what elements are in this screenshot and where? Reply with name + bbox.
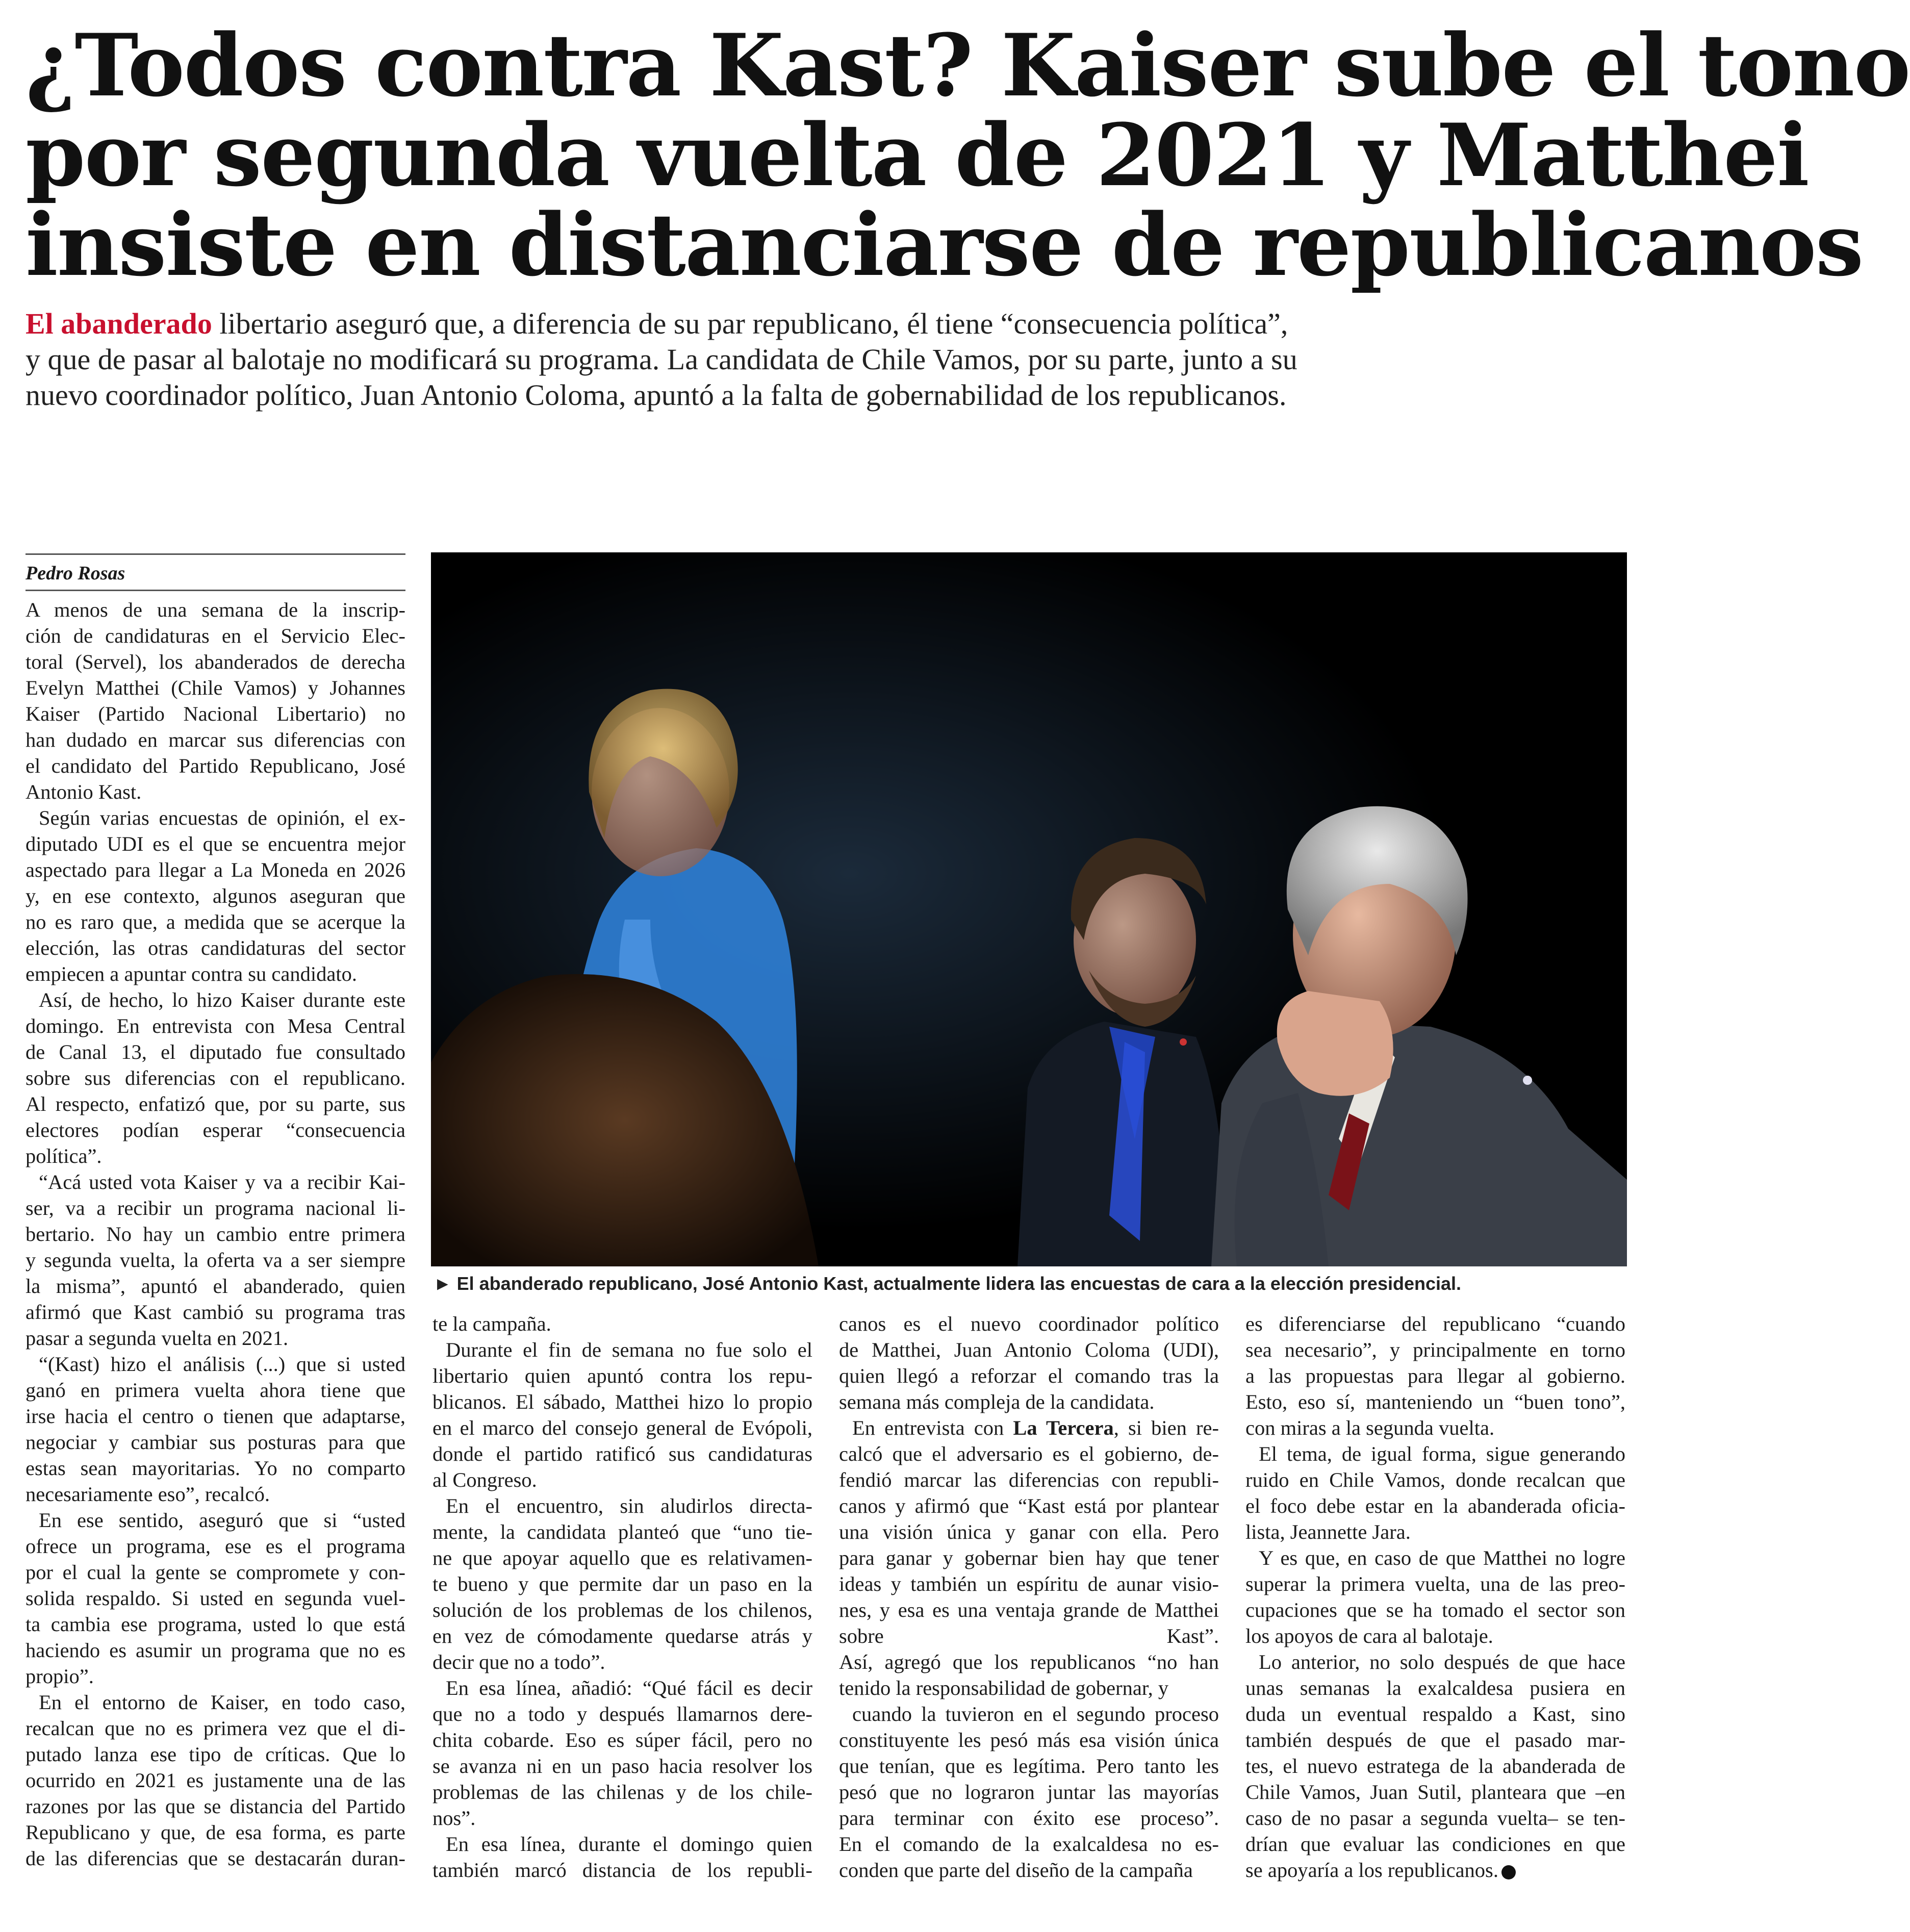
article-line: chita cobarde. Eso es súper fácil, pero no: [432, 1728, 812, 1751]
article-line: unas semanas la exalcaldesa pusiera en: [1245, 1676, 1625, 1699]
article-line: superar la primera vuelta, una de las preo-: [1245, 1572, 1625, 1595]
article-line: “Acá usted vota Kaiser y va a recibir Kai-: [39, 1171, 405, 1193]
article-line: a las propuestas para llegar al gobierno.: [1245, 1364, 1625, 1387]
article-line: Chile Vamos, Juan Sutil, planteara que –en: [1245, 1781, 1625, 1803]
article-line: En el comando de la exalcaldesa no es-: [839, 1833, 1219, 1855]
article-line: A menos de una semana de la inscrip-: [26, 598, 405, 621]
article-line: empiecen a apuntar contra su candidato.: [26, 962, 357, 985]
caption-text: El abanderado republicano, José Antonio Kast, actualmente lidera las encuestas de cara a la elección presidencial.: [456, 1273, 1462, 1294]
headline: [26, 15, 1910, 295]
article-column-3: [839, 1311, 1219, 1883]
article-line: con miras a la segunda vuelta.: [1245, 1416, 1495, 1439]
article-line: libertario quien apuntó contra los repu-: [432, 1364, 812, 1387]
article-line: ganó en primera vuelta ahora tiene que: [26, 1379, 405, 1402]
publication-name: La Tercera: [1013, 1416, 1114, 1439]
end-of-article-icon: [1501, 1865, 1516, 1879]
article-line: Así, de hecho, lo hizo Kaiser durante este: [39, 988, 405, 1011]
article-line: mente, la candidata planteó que “uno tie-: [432, 1520, 812, 1543]
article-line: de Canal 13, el diputado fue consultado: [26, 1040, 405, 1063]
article-line: duda un eventual respaldo a Kast, sino: [1245, 1702, 1625, 1725]
article-line: calcó que el adversario es el gobierno, de-: [839, 1442, 1219, 1465]
article-line: En ese sentido, aseguró que si “usted: [39, 1509, 405, 1532]
headline-line: insiste en distanciarse de republicanos: [26, 194, 1863, 295]
article-line: Antonio Kast.: [26, 780, 142, 803]
article-line: negociar y cambiar sus posturas para que: [26, 1431, 405, 1454]
article-line: razones por las que se distancia del Partido: [26, 1795, 405, 1818]
article-line: Según varias encuestas de opinión, el ex-: [39, 806, 405, 829]
photo-caption: [434, 1273, 1629, 1295]
lede-kicker: El abanderado: [26, 307, 212, 340]
article-line: donde el partido ratificó sus candidaturas: [432, 1442, 812, 1465]
article-line: sobre Kast”.: [839, 1624, 1219, 1647]
article-line: blicanos. El sábado, Matthei hizo lo propio: [432, 1390, 812, 1413]
article-line: semana más compleja de la candidata.: [839, 1390, 1155, 1413]
article-column-4: [1245, 1311, 1625, 1883]
headline-line: por segunda vuelta de 2021 y Matthei: [26, 105, 1809, 206]
article-line: solución de los problemas de los chilenos,: [432, 1598, 812, 1621]
article-line: ta cambia ese programa, usted lo que está: [26, 1613, 405, 1636]
article-line: en vez de cómodamente quedarse atrás y: [432, 1624, 812, 1647]
article-line: se apoyaría a los republicanos.: [1245, 1857, 1625, 1883]
article-line: pesó que no lograron juntar las mayorías: [839, 1781, 1219, 1803]
article-line: irse hacia el centro o tienen que adaptarse,: [26, 1405, 405, 1428]
article-line: estas sean mayoritarias. Yo no comparto: [26, 1457, 405, 1480]
article-line: constituyente les pesó más esa visión única: [839, 1728, 1219, 1751]
article-line: tenido la responsabilidad de gobernar, y: [839, 1676, 1169, 1699]
article-line: canos y afirmó que “Kast está por plantear: [839, 1494, 1219, 1517]
article-line: ción de candidaturas en el Servicio Elec-: [26, 624, 405, 647]
article-line: te la campaña.: [432, 1312, 551, 1335]
headline-line: ¿Todos contra Kast? Kaiser sube el tono: [26, 15, 1910, 116]
article-line: para ganar y gobernar bien hay que tener: [839, 1546, 1219, 1569]
article-line: pasar a segunda vuelta en 2021.: [26, 1327, 289, 1350]
article-line: necesariamente eso”, recalcó.: [26, 1483, 270, 1506]
article-line: los apoyos de cara al balotaje.: [1245, 1624, 1493, 1647]
article-line: [839, 1415, 1219, 1441]
article-line: solida respaldo. Si usted en segunda vuel-: [26, 1587, 405, 1610]
lede-text: libertario aseguró que, a diferencia de su par republicano, él tiene “consecuencia política”,: [212, 307, 1288, 340]
article-line: putado lanza ese tipo de críticas. Que lo: [26, 1743, 405, 1766]
article-line-text: En entrevista con: [852, 1416, 1013, 1439]
article-line: Republicano y que, de esa forma, es parte: [26, 1821, 405, 1844]
article-line: afirmó que Kast cambió su programa tras: [26, 1301, 405, 1324]
article-line: problemas de las chilenas y de los chile-: [432, 1781, 812, 1803]
article-line: toral (Servel), los abanderados de derecha: [26, 650, 405, 673]
article-line: decir que no a todo”.: [432, 1650, 605, 1673]
article-line: conden que parte del diseño de la campaña: [839, 1859, 1193, 1882]
article-line: Evelyn Matthei (Chile Vamos) y Johannes: [26, 676, 405, 699]
article-line: ser, va a recibir un programa nacional li-: [26, 1197, 405, 1219]
article-line: Durante el fin de semana no fue solo el: [446, 1338, 812, 1361]
article-line: fendió marcar las diferencias con republi-: [839, 1468, 1219, 1491]
article-line: aspectado para llegar a La Moneda en 2026: [26, 858, 405, 881]
article-line: el foco debe estar en la abanderada oficia-: [1245, 1494, 1625, 1517]
article-line: En el entorno de Kaiser, en todo caso,: [39, 1691, 405, 1714]
article-line: Esto, eso sí, manteniendo un “buen tono”,: [1245, 1390, 1625, 1413]
article-line: Lo anterior, no solo después de que hace: [1259, 1650, 1625, 1673]
article-line: En esa línea, añadió: “Qué fácil es decir: [446, 1676, 812, 1699]
article-line: canos es el nuevo coordinador político: [839, 1312, 1219, 1335]
lede-paragraph: [26, 306, 1637, 413]
article-line: Así, agregó que los republicanos “no han: [839, 1650, 1219, 1673]
article-line: cupaciones que se ha tomado el sector son: [1245, 1598, 1625, 1621]
article-column-1: [26, 597, 405, 1871]
article-line: nes, y esa es una ventaja grande de Matthei: [839, 1598, 1219, 1621]
article-line: haciendo es asumir un programa que no es: [26, 1639, 405, 1662]
article-line: bertario. No hay un cambio entre primera: [26, 1223, 405, 1245]
article-line: política”.: [26, 1145, 102, 1167]
article-line: sobre sus diferencias con el republicano.: [26, 1066, 405, 1089]
article-line: para terminar con éxito ese proceso”.: [839, 1807, 1219, 1829]
article-line: el candidato del Partido Republicano, José: [26, 754, 405, 777]
article-line: en el marco del consejo general de Evópoli,: [432, 1416, 812, 1439]
article-line: drían que evaluar las condiciones en que: [1245, 1833, 1625, 1855]
article-line: de las diferencias que se destacarán duran-: [26, 1847, 405, 1870]
article-line: ofrece un programa, ese es el programa: [26, 1535, 405, 1558]
byline: Pedro Rosas: [26, 553, 405, 591]
article-line-text: , si bien re-: [1113, 1416, 1219, 1439]
article-line: y segunda vuelta, la oferta va a ser siempre: [26, 1249, 405, 1272]
article-line: caso de no pasar a segunda vuelta– se ten-: [1245, 1807, 1625, 1829]
article-column-2: [432, 1311, 812, 1883]
article-line: tes, el nuevo estratega de la abanderada de: [1245, 1755, 1625, 1777]
article-line: recalcan que no es primera vez que el di-: [26, 1717, 405, 1740]
article-line: Kaiser (Partido Nacional Libertario) no: [26, 702, 405, 725]
article-line: la misma”, apuntó el abanderado, quien: [26, 1275, 405, 1298]
caption-arrow-icon: ►: [434, 1273, 452, 1294]
article-line: elección, las otras candidaturas del sector: [26, 936, 405, 959]
article-line: El tema, de igual forma, sigue generando: [1259, 1442, 1625, 1465]
article-line: también después de que el pasado mar-: [1245, 1728, 1625, 1751]
article-line: no es raro que, a medida que se acerque la: [26, 910, 405, 933]
article-line: ideas y también un espíritu de aunar visio-: [839, 1572, 1219, 1595]
article-line: y, en ese contexto, algunos aseguran que: [26, 884, 405, 907]
lede-line-2: y que de pasar al balotaje no modificará su programa. La candidata de Chile Vamos, por su parte, junto a su: [26, 343, 1297, 376]
article-line: al Congreso.: [432, 1468, 537, 1491]
article-line: electores podían esperar “consecuencia: [26, 1118, 405, 1141]
article-line: ne que apoyar aquello que es relativamen-: [432, 1546, 812, 1569]
article-line: se avanza ni en un paso hacia resolver los: [432, 1755, 812, 1777]
article-line: han dudado en marcar sus diferencias con: [26, 728, 405, 751]
article-line: En esa línea, durante el domingo quien: [446, 1833, 812, 1855]
article-line: ocurrido en 2021 es justamente una de las: [26, 1769, 405, 1792]
article-line: En el encuentro, sin aludirlos directa-: [446, 1494, 812, 1517]
article-line: te bueno y que permite dar un paso en la: [432, 1572, 812, 1595]
lede-line-1: [26, 306, 1637, 342]
article-line: cuando la tuvieron en el segundo proceso: [852, 1702, 1219, 1725]
article-photo: [431, 552, 1627, 1266]
article-line: propio”.: [26, 1665, 94, 1688]
article-line: ruido en Chile Vamos, donde recalcan que: [1245, 1468, 1625, 1491]
article-line: que no a todo y después llamarnos dere-: [432, 1702, 812, 1725]
article-line: que tenían, que es legítima. Pero tanto les: [839, 1755, 1219, 1777]
photo-campaign-event-icon: [431, 552, 1627, 1266]
article-line: lista, Jeannette Jara.: [1245, 1520, 1411, 1543]
article-line: “(Kast) hizo el análisis (...) que si usted: [39, 1353, 405, 1376]
article-line: diputado UDI es el que se encuentra mejor: [26, 832, 405, 855]
article-line: Y es que, en caso de que Matthei no logre: [1259, 1546, 1625, 1569]
article-line: quien llegó a reforzar el comando tras la: [839, 1364, 1219, 1387]
article-line: Al respecto, enfatizó que, por su parte, sus: [26, 1092, 405, 1115]
article-line: de Matthei, Juan Antonio Coloma (UDI),: [839, 1338, 1219, 1361]
article-line: domingo. En entrevista con Mesa Central: [26, 1014, 405, 1037]
article-line: también marcó distancia de los republi-: [432, 1859, 812, 1882]
article-line: por el cual la gente se compromete y con-: [26, 1561, 405, 1584]
article-line: sea necesario”, y principalmente en torno: [1245, 1338, 1625, 1361]
lede-line-3: nuevo coordinador político, Juan Antonio Coloma, apuntó a la falta de gobernabilidad de los republicanos.: [26, 378, 1287, 412]
article-line: nos”.: [432, 1807, 476, 1829]
article-line: es diferenciarse del republicano “cuando: [1245, 1312, 1625, 1335]
article-line: una visión única y ganar con ella. Pero: [839, 1520, 1219, 1543]
